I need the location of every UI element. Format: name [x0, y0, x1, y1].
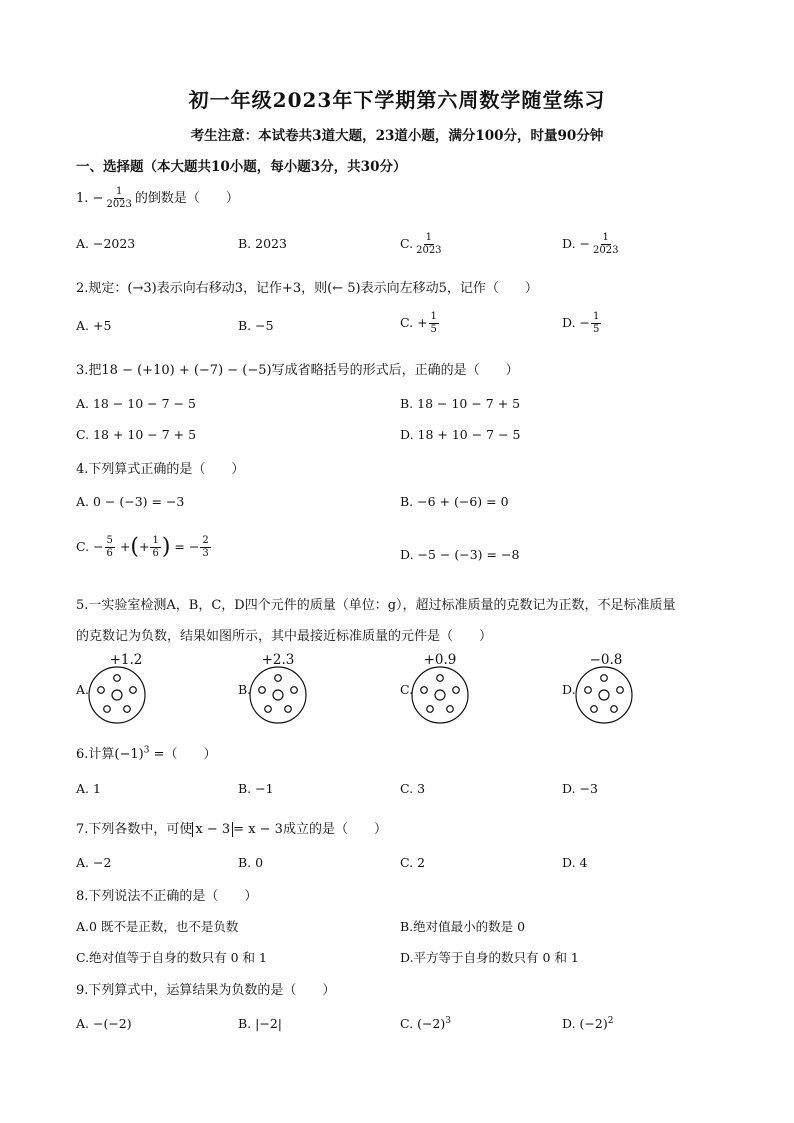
- option-a: A. 1: [76, 781, 101, 796]
- option-a: A. +5: [76, 318, 112, 333]
- part-label: C.: [400, 682, 414, 697]
- option-c: C. + $\frac{1}{5}$: [400, 311, 437, 335]
- minus-sign: −: [92, 191, 104, 206]
- option-d: D. −3: [562, 781, 598, 796]
- option-b: B. −5: [238, 318, 274, 333]
- option-c: C. 2: [400, 855, 426, 870]
- option-d: D. 18 + 10 − 7 − 5: [400, 427, 521, 442]
- option-c: C. 18 + 10 − 7 + 5: [76, 427, 197, 442]
- question-8-stem: 8.下列说法不正确的是（ ）: [76, 889, 258, 904]
- fraction: $\frac{1}{2023}$: [416, 232, 442, 256]
- option-d: D. 4: [562, 855, 588, 870]
- option-c: C. $\frac{1}{2023}$: [400, 232, 442, 256]
- part-value: −0.8: [589, 652, 623, 668]
- option-b: B. 18 − 10 − 7 + 5: [400, 396, 521, 411]
- option-a: A. −2023: [76, 236, 136, 251]
- option-c: C. − $\frac{5}{6}$ +(+ $\frac{1}{6}$ ) = − $\frac{2}{3}$: [76, 534, 209, 560]
- option-b: B. −6 + (−6) = 0: [400, 494, 509, 509]
- part-label: D.: [562, 682, 576, 697]
- option-c: C. 3: [400, 781, 426, 796]
- option-d: D. − $\frac{1}{2023}$: [562, 232, 619, 256]
- fraction: $\frac{1}{2023}$: [593, 232, 619, 256]
- part-value: +0.9: [423, 652, 457, 668]
- part-label: A.: [76, 682, 90, 697]
- page-title: 初一年级2023年下学期第六周数学随堂练习: [188, 88, 606, 112]
- part-value: +2.3: [261, 652, 295, 668]
- option-a: A. −2: [76, 855, 112, 870]
- absolute-value: x − 3: [192, 822, 233, 837]
- question-6-stem: 6.计算$(-1)^3$ =（ ）: [76, 745, 217, 762]
- option-a: A. −(−2): [76, 1016, 132, 1031]
- option-a: A. 0 − (−3) = −3: [76, 494, 185, 509]
- component-icon: [576, 667, 632, 723]
- option-a: A.0 既不是正数，也不是负数: [76, 919, 239, 934]
- option-b: B.绝对值最小的数是 0: [400, 919, 526, 934]
- part-label: B.: [238, 682, 252, 697]
- question-5-line-1: 5.一实验室检测A，B，C，D四个元件的质量（单位：g），超过标准质量的克数记为正数，不足标准质量: [76, 598, 676, 613]
- option-d: D. − $\frac{1}{5}$: [562, 311, 600, 335]
- option-c: C. $(-2)^3$: [400, 1016, 451, 1032]
- fraction: $\frac{2}{3}$: [202, 535, 209, 559]
- component-icon: [250, 667, 306, 723]
- question-4-stem: 4.下列算式正确的是（ ）: [76, 462, 245, 477]
- fraction: $\frac{1}{6}$: [152, 535, 159, 559]
- fraction: $\frac{5}{6}$: [106, 535, 113, 559]
- question-2-stem: 2.规定：(→3)表示向右移动3，记作+3，则(← 5)表示向左移动5，记作（ ）: [76, 281, 538, 296]
- option-c: C.绝对值等于自身的数只有 0 和 1: [76, 950, 267, 965]
- section-title: 一、选择题（本大题共10小题，每小题3分，共30分）: [76, 159, 407, 175]
- question-1-stem: 1. − $\frac{1}{2023}$ 的倒数是（ ）: [76, 186, 239, 210]
- option-b: B. 0: [238, 855, 264, 870]
- question-number: 1.: [76, 191, 89, 206]
- component-icon: [89, 667, 145, 723]
- question-5-line-2: 的克数记为负数，结果如图所示，其中最接近标准质量的元件是（ ）: [76, 629, 493, 644]
- fraction: $\frac{1}{5}$: [593, 311, 600, 335]
- component-icon: [412, 667, 468, 723]
- question-9-stem: 9.下列算式中，运算结果为负数的是（ ）: [76, 983, 336, 998]
- option-a: A. 18 − 10 − 7 − 5: [76, 396, 196, 411]
- option-b: B. −1: [238, 781, 274, 796]
- option-b: B. |−2|: [238, 1016, 282, 1031]
- fraction: $\frac{1}{2023}$: [106, 186, 132, 210]
- fraction: $\frac{1}{5}$: [430, 311, 437, 335]
- part-value: +1.2: [109, 652, 143, 668]
- option-b: B. 2023: [238, 236, 287, 251]
- option-d: D. −5 − (−3) = −8: [400, 547, 520, 562]
- question-3-stem: 3.把18 − (+10) + (−7) − (−5)写成省略括号的形式后，正确的是（ ）: [76, 363, 519, 378]
- option-d: D. $(-2)^2$: [562, 1016, 614, 1032]
- option-d: D.平方等于自身的数只有 0 和 1: [400, 950, 579, 965]
- exam-notice: 考生注意：本试卷共3道大题，23道小题，满分100分，时量90分钟: [190, 128, 604, 144]
- question-7-stem: 7.下列各数中，可使 x − 3 = x − 3成立的是（ ）: [76, 822, 387, 837]
